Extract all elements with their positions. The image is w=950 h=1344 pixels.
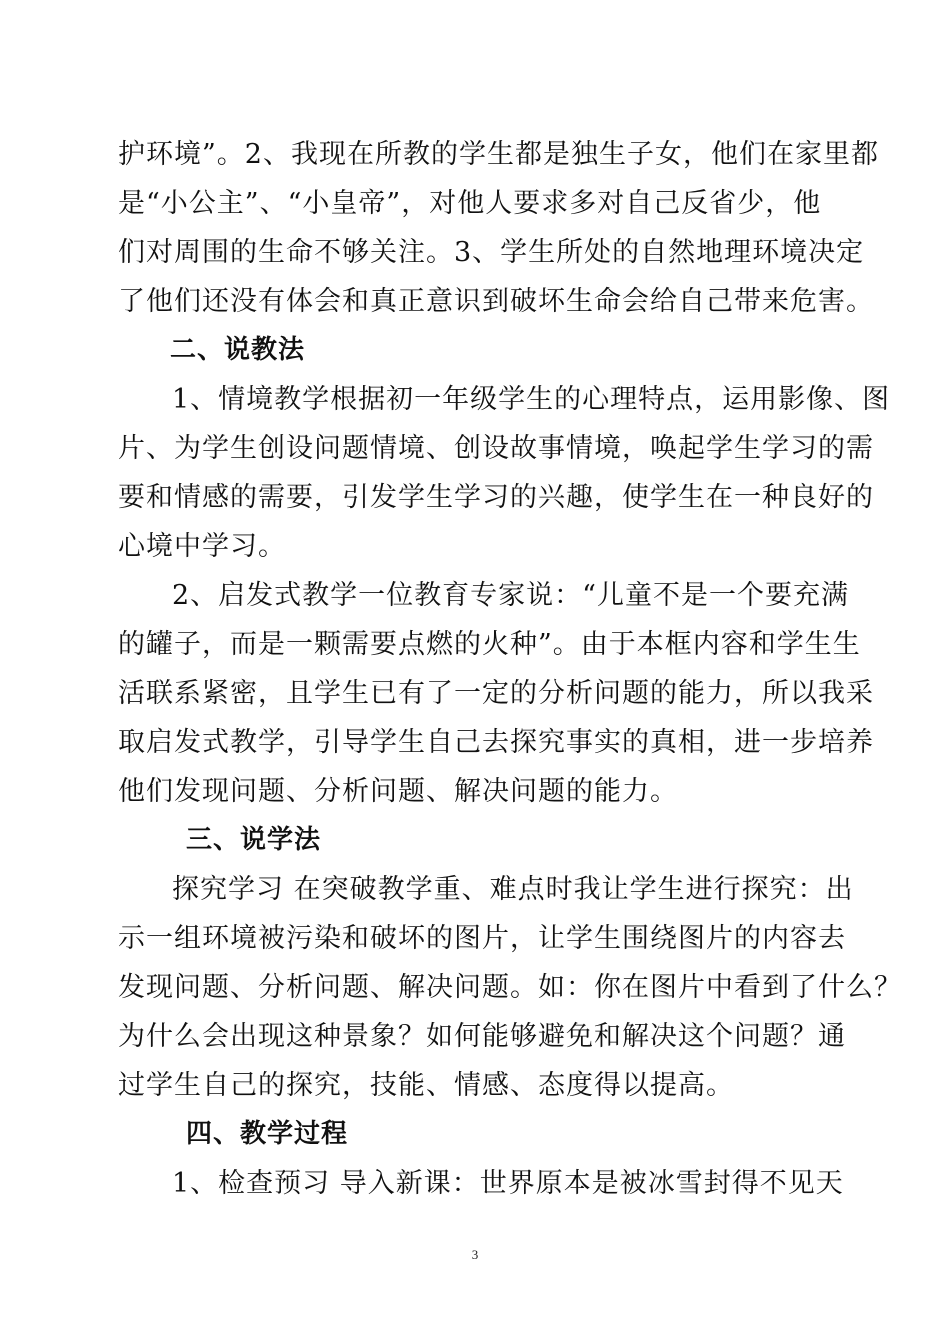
section-heading-teaching-process: 四、教学过程 [186,1119,349,1149]
paragraph-line: 的罐子，而是一颗需要点燃的火种”。由于本框内容和学生生 [118,629,861,660]
section-heading-learning-method: 三、说学法 [186,825,322,855]
paragraph-line: 为什么会出现这种景象？如何能够避免和解决这个问题？通 [118,1021,846,1052]
paragraph-line: 发现问题、分析问题、解决问题。如：你在图片中看到了什么？ [118,972,902,1003]
paragraph-line: 们对周围的生命不够关注。3、学生所处的自然地理环境决定 [118,237,865,268]
paragraph-line: 了他们还没有体会和真正意识到破坏生命会给自己带来危害。 [118,286,874,317]
paragraph-line: 片、为学生创设问题情境、创设故事情境，唤起学生学习的需 [118,433,874,464]
body-text [118,130,902,1208]
paragraph-line: 护环境”。2、我现在所教的学生都是独生子女，他们在家里都 [118,139,879,170]
paragraph-line: 过学生自己的探究，技能、情感、态度得以提高。 [118,1070,734,1101]
paragraph-line: 心境中学习。 [118,531,286,562]
paragraph-line: 要和情感的需要，引发学生学习的兴趣，使学生在一种良好的 [118,482,874,513]
page-number: 3 [471,1247,479,1262]
paragraph-line: 活联系紧密，且学生已有了一定的分析问题的能力，所以我采 [118,678,874,709]
paragraph-line: 2、启发式教学一位教育专家说：“儿童不是一个要充满 [172,580,849,611]
paragraph-line: 探究学习 在突破教学重、难点时我让学生进行探究：出 [172,874,854,905]
paragraph-line: 1、情境教学根据初一年级学生的心理特点，运用影像、图 [172,384,891,415]
paragraph-line: 是“小公主”、“小皇帝”，对他人要求多对自己反省少，他 [118,188,822,219]
paragraph-line: 他们发现问题、分析问题、解决问题的能力。 [118,776,678,807]
section-heading-teaching-method: 二、说教法 [170,335,306,365]
paragraph-line: 1、检查预习 导入新课：世界原本是被冰雪封得不见天 [172,1168,844,1199]
paragraph-line: 示一组环境被污染和破坏的图片，让学生围绕图片的内容去 [118,923,846,954]
paragraph-line: 取启发式教学，引导学生自己去探究事实的真相，进一步培养 [118,727,874,758]
